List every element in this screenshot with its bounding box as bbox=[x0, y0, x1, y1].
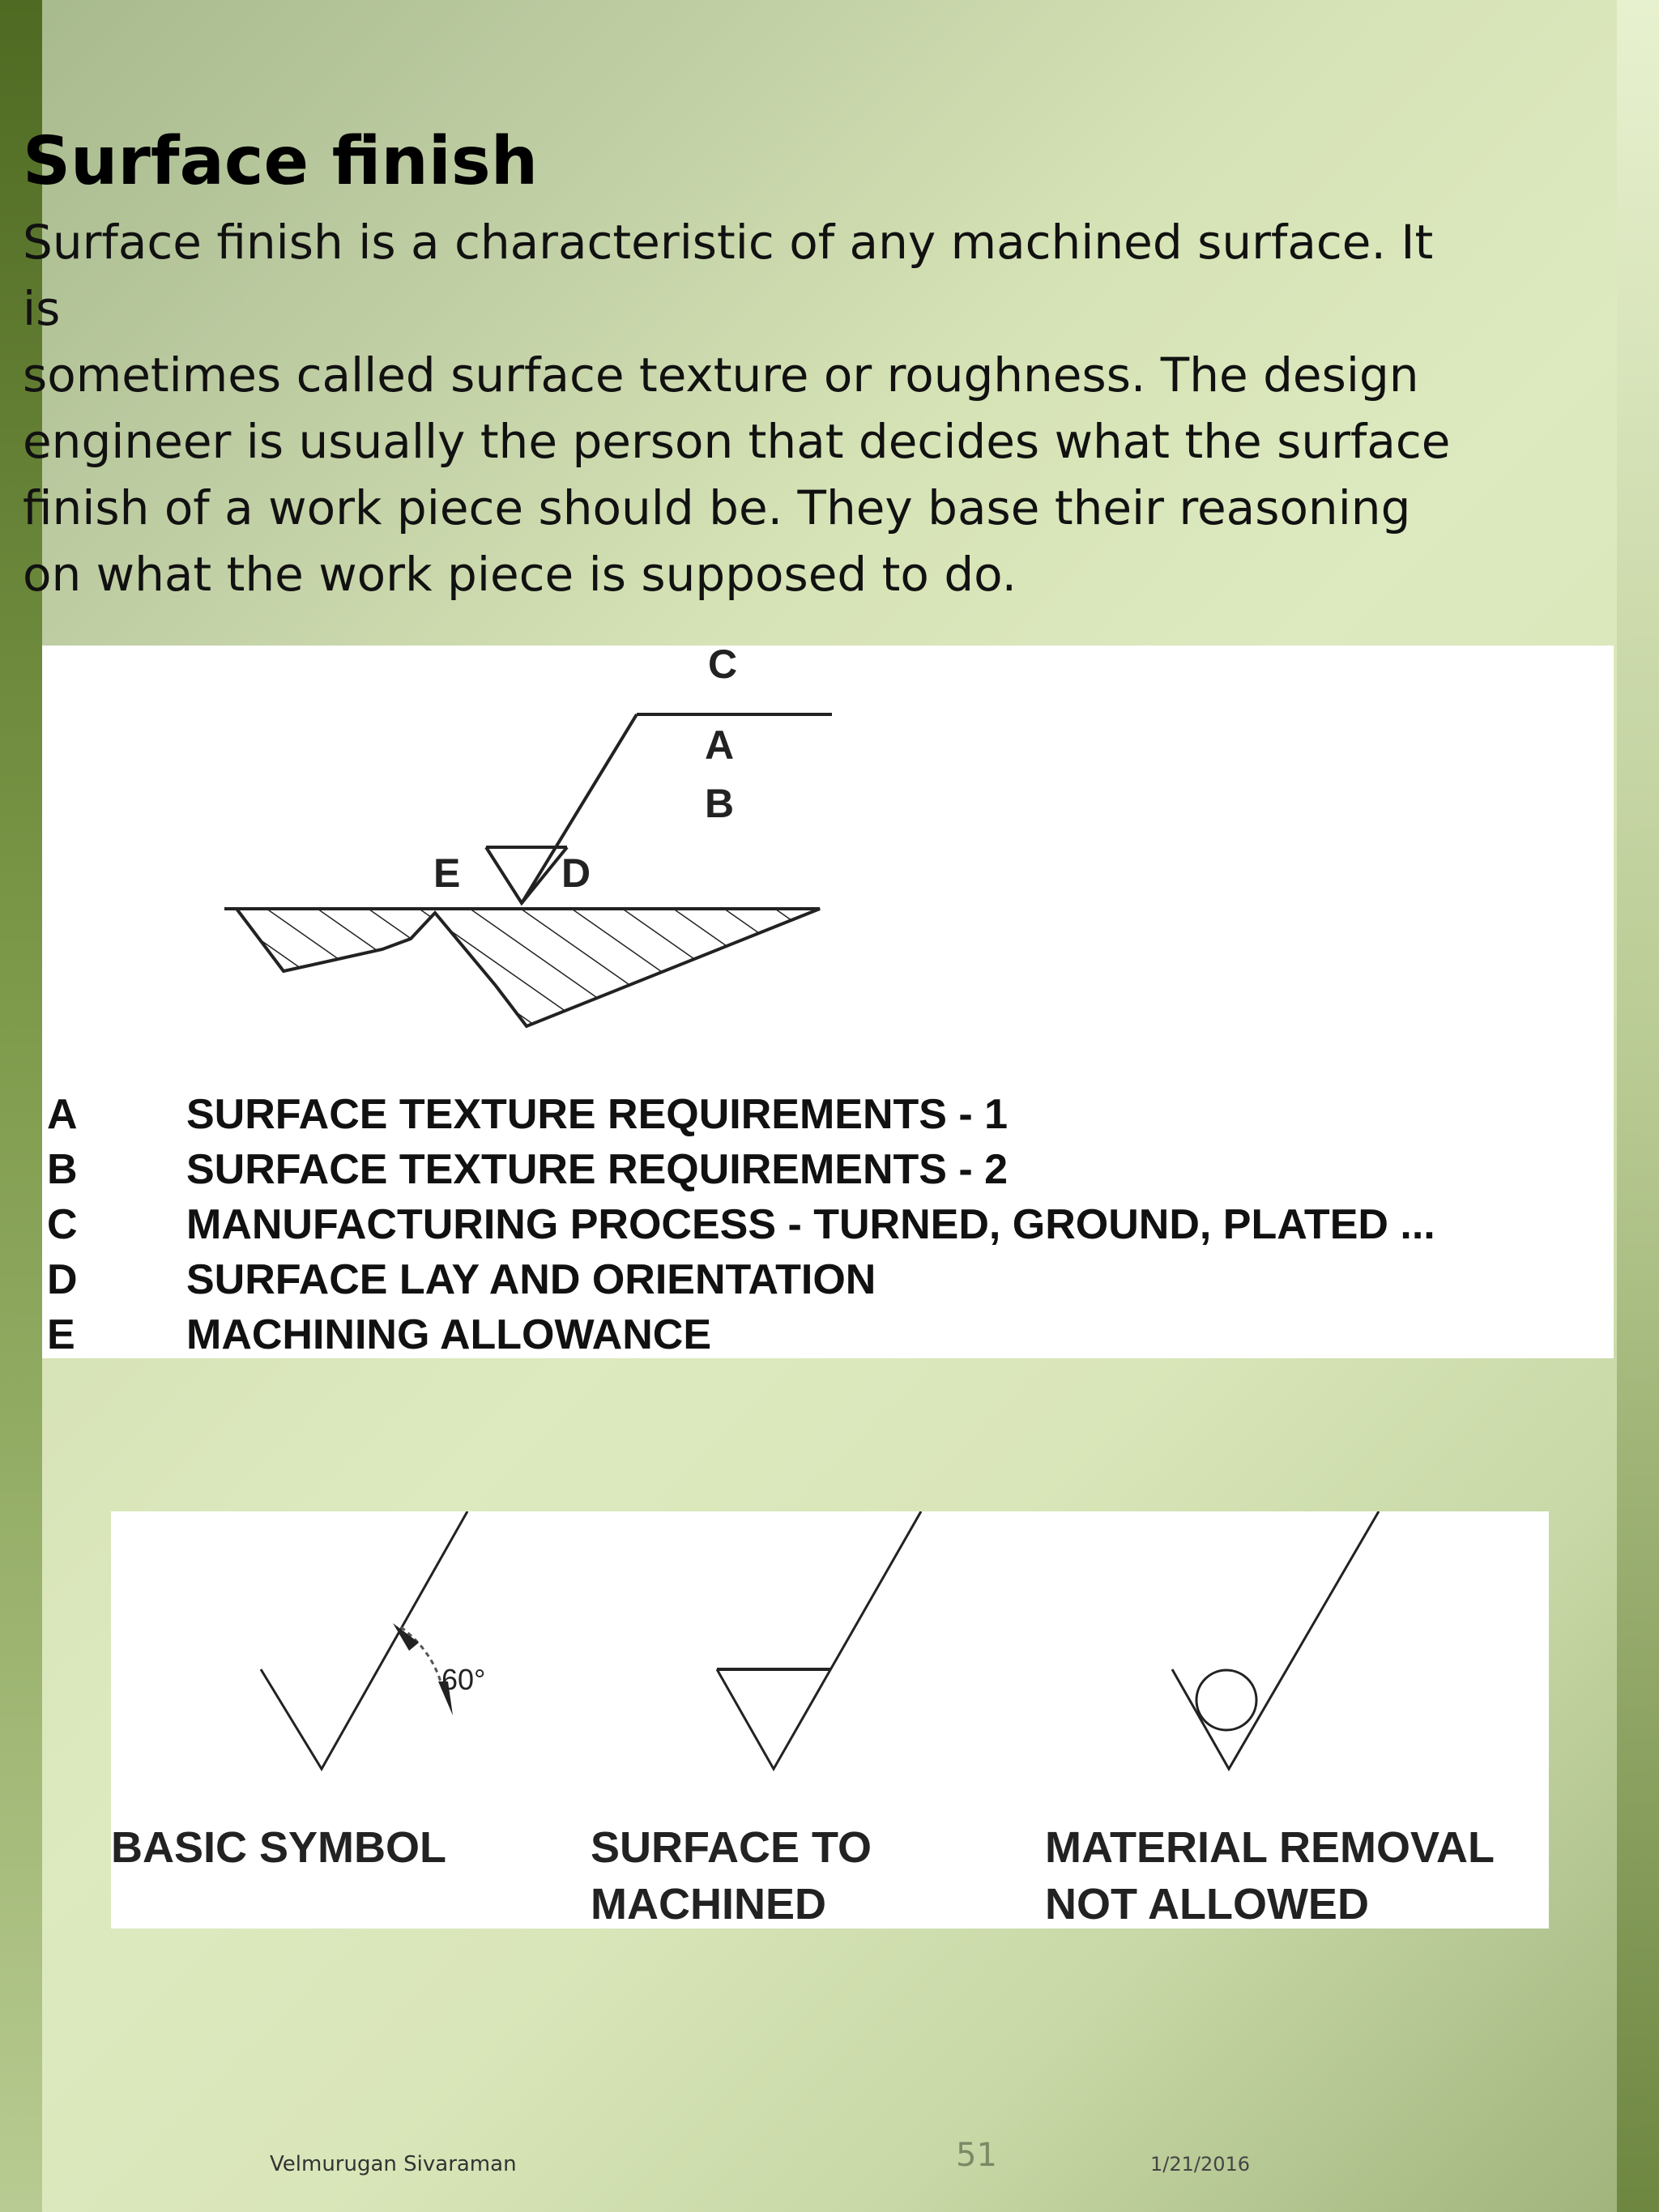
legend-row bbox=[47, 1197, 1435, 1252]
body-line: engineer is usually the person that decides what the surface bbox=[23, 414, 1451, 469]
legend-key: A bbox=[47, 1091, 78, 1138]
label-c: C bbox=[708, 646, 738, 687]
body-line: is bbox=[23, 281, 61, 336]
footer-page-number: 51 bbox=[956, 2137, 997, 2174]
basic-symbol-text: BASIC SYMBOL bbox=[111, 1823, 447, 1872]
body-line: finish of a work piece should be. They base their reasoning bbox=[23, 480, 1411, 535]
no-removal-circle bbox=[1196, 1670, 1256, 1730]
surface-symbols-diagram bbox=[111, 1511, 1549, 1929]
legend-text: MANUFACTURING PROCESS - TURNED, GROUND, PLATED ... bbox=[186, 1201, 1435, 1248]
no-removal-symbol-mark bbox=[1172, 1511, 1379, 1769]
legend-key: B bbox=[47, 1146, 78, 1193]
label-d: D bbox=[561, 850, 591, 896]
legend-key: D bbox=[47, 1256, 78, 1303]
legend-text: SURFACE TEXTURE REQUIREMENTS - 1 bbox=[186, 1091, 1009, 1138]
legend-key: C bbox=[47, 1201, 78, 1248]
no-removal-label bbox=[1045, 1819, 1495, 1933]
label-e: E bbox=[433, 850, 461, 896]
slide-body-text bbox=[23, 209, 1627, 607]
legend-row bbox=[47, 1307, 1435, 1362]
body-line: on what the work piece is supposed to do. bbox=[23, 547, 1017, 602]
legend-text: MACHINING ALLOWANCE bbox=[186, 1311, 712, 1358]
no-removal-line-2: NOT ALLOWED bbox=[1045, 1880, 1369, 1929]
footer-author: Velmurugan Sivaraman bbox=[270, 2152, 517, 2176]
machined-symbol-mark bbox=[717, 1511, 921, 1769]
hatched-profile bbox=[237, 909, 820, 1026]
legend-text: SURFACE LAY AND ORIENTATION bbox=[186, 1256, 876, 1303]
label-a: A bbox=[705, 722, 735, 768]
body-line: sometimes called surface texture or roughness. The design bbox=[23, 347, 1419, 403]
legend-key: E bbox=[47, 1311, 75, 1358]
angle-label: 60° bbox=[441, 1663, 486, 1696]
machined-label bbox=[591, 1819, 872, 1933]
basic-symbol-label bbox=[111, 1819, 446, 1876]
footer-date: 1/21/2016 bbox=[1150, 2153, 1251, 2176]
legend-row bbox=[47, 1252, 1435, 1307]
legend-text: SURFACE TEXTURE REQUIREMENTS - 2 bbox=[186, 1146, 1009, 1193]
diagram-legend bbox=[47, 1087, 1435, 1362]
label-b: B bbox=[705, 781, 735, 826]
no-removal-line-1: MATERIAL REMOVAL bbox=[1045, 1823, 1495, 1872]
legend-row bbox=[47, 1142, 1435, 1197]
surface-symbol-drawing bbox=[42, 646, 1614, 1083]
machined-line-2: MACHINED bbox=[591, 1880, 826, 1929]
machined-line-1: SURFACE TO bbox=[591, 1823, 872, 1872]
basic-symbol-mark bbox=[261, 1511, 467, 1769]
surface-texture-diagram bbox=[42, 646, 1614, 1358]
slide-title: Surface finish bbox=[23, 123, 539, 200]
legend-row bbox=[47, 1087, 1435, 1142]
body-line: Surface finish is a characteristic of any machined surface. It bbox=[23, 215, 1434, 270]
